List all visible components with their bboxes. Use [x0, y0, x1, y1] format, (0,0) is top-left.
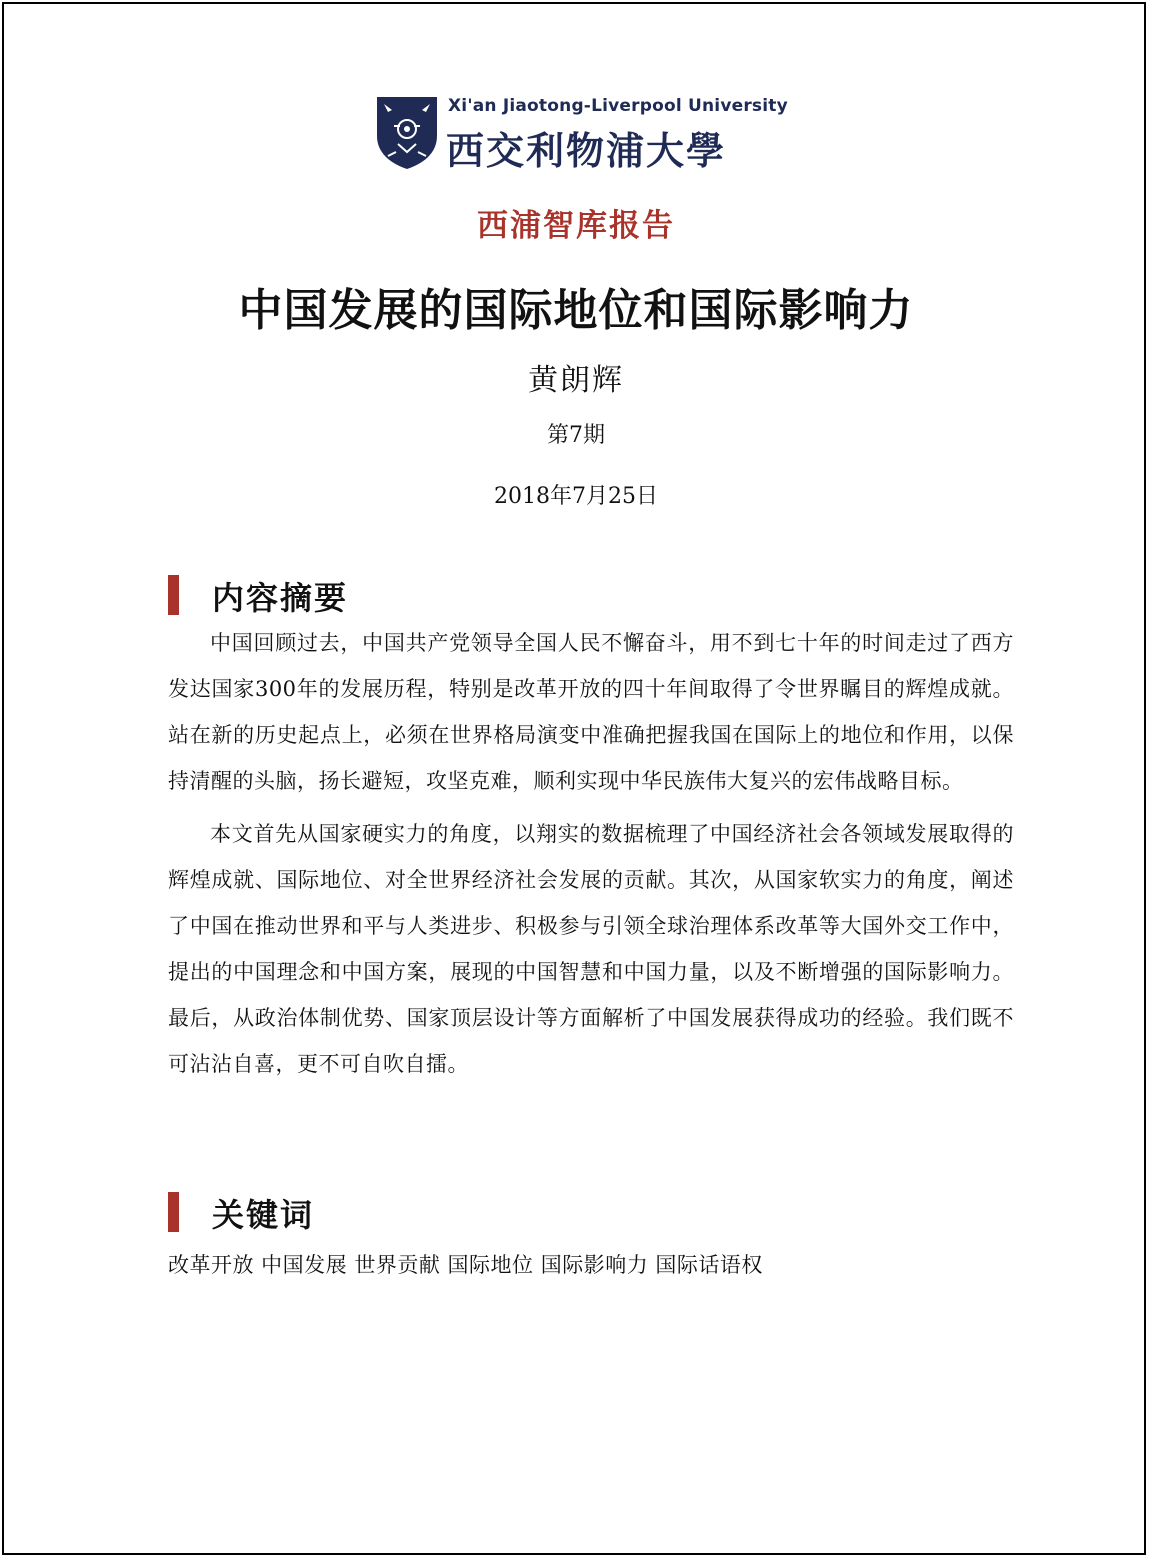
university-crest-icon: [376, 96, 438, 170]
report-date: 2018年7月25日: [494, 484, 658, 509]
university-name-en: Xi'an Jiaotong-Liverpool University: [448, 96, 788, 116]
abstract-paragraph-1: 中国回顾过去，中国共产党领导全国人民不懈奋斗，用不到七十年的时间走过了西方发达国家300年的发展历程，特别是改革开放的四十年间取得了令世界瞩目的辉煌成就。站在新的历史起点上，必须在世界格局演变中准确把握我国在国际上的地位和作用，以保持清醒的头脑，扬长避短，攻坚克难，顺利实现中华民族伟大复兴的宏伟战略目标。: [168, 631, 1014, 793]
university-name-cn: 西交利物浦大學: [446, 128, 727, 173]
report-author: 黄朗辉: [528, 363, 624, 398]
report-series: 西浦智库报告: [477, 208, 675, 244]
keywords-list: 改革开放 中国发展 世界贡献 国际地位 国际影响力 国际话语权: [168, 1253, 763, 1277]
university-logo: [376, 96, 788, 173]
abstract-heading: 内容摘要: [212, 579, 349, 617]
keywords-heading: 关键词: [212, 1196, 315, 1234]
report-title: 中国发展的国际地位和国际影响力: [238, 285, 914, 336]
abstract-paragraph-2: 本文首先从国家硬实力的角度，以翔实的数据梳理了中国经济社会各领域发展取得的辉煌成就、国际地位、对全世界经济社会发展的贡献。其次，从国家软实力的角度，阐述了中国在推动世界和平与人类进步、积极参与引领全球治理体系改革等大国外交工作中，提出的中国理念和中国方案，展现的中国智慧和中国力量，以及不断增强的国际影响力。最后，从政治体制优势、国家顶层设计等方面解析了中国发展获得成功的经验。我们既不可沾沾自喜，更不可自吹自擂。: [168, 822, 1014, 1076]
section-marker: [168, 1192, 179, 1232]
report-issue: 第7期: [547, 423, 605, 448]
abstract-body: [168, 620, 1014, 1094]
section-marker: [168, 575, 179, 615]
